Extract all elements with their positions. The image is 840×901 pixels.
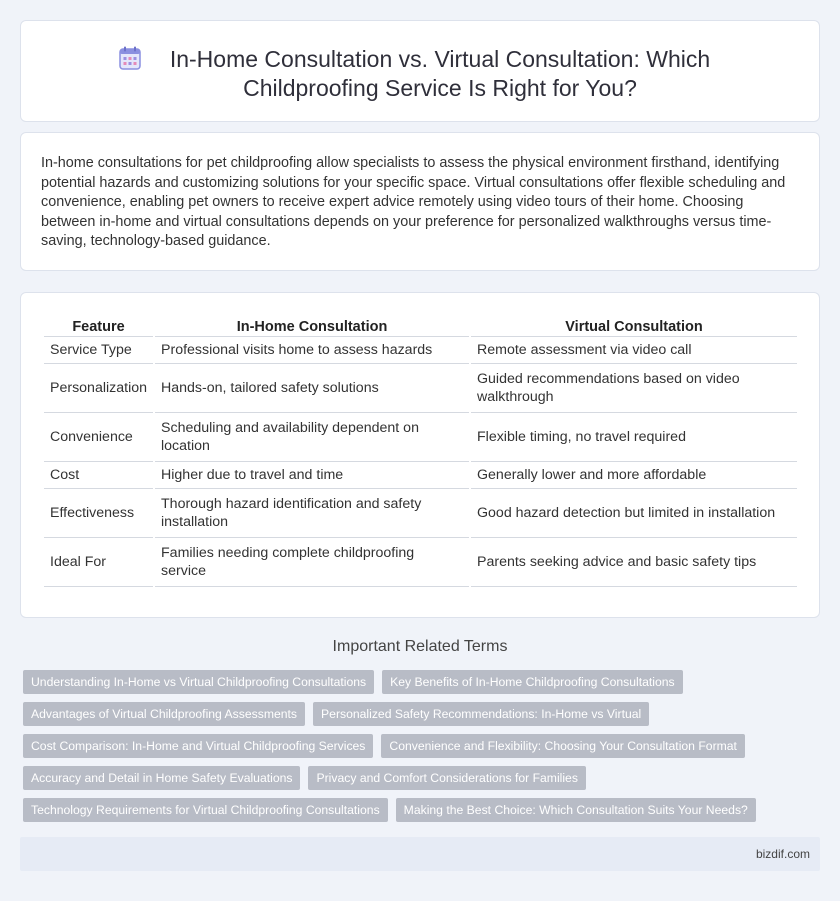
in-home-cell: Scheduling and availability dependent on location xyxy=(155,413,469,462)
related-term-tag[interactable]: Personalized Safety Recommendations: In-Home vs Virtual xyxy=(313,702,649,726)
in-home-cell: Families needing complete childproofing service xyxy=(155,538,469,587)
feature-cell: Personalization xyxy=(44,364,153,413)
table-row xyxy=(44,489,797,538)
related-term-tag[interactable]: Key Benefits of In-Home Childproofing Consultations xyxy=(382,670,683,694)
comparison-table xyxy=(42,315,799,587)
virtual-cell: Flexible timing, no travel required xyxy=(471,413,797,462)
feature-cell: Ideal For xyxy=(44,538,153,587)
intro-card xyxy=(20,132,820,271)
page-title: In-Home Consultation vs. Virtual Consultation: Which Childproofing Service Is Right for You? xyxy=(169,46,711,101)
related-term-tag[interactable]: Convenience and Flexibility: Choosing Your Consultation Format xyxy=(381,734,745,758)
header-in-home: In-Home Consultation xyxy=(155,315,469,337)
footer-brand[interactable]: bizdif.com xyxy=(755,847,810,861)
in-home-cell: Thorough hazard identification and safety installation xyxy=(155,489,469,538)
virtual-cell: Remote assessment via video call xyxy=(471,337,797,364)
in-home-cell: Higher due to travel and time xyxy=(155,462,469,489)
intro-paragraph: In-home consultations for pet childproofing allow specialists to assess the physical environment firsthand, identifying potential hazards and customizing solutions for your specific space. Virtual consultations offer flexible scheduling and convenience, enabling pet owners to receive expert advice remotely using video tours of their home. Choosing between in-home and virtual consultations depends on your preference for personalized walkthroughs versus time-saving, technology-based guidance. xyxy=(41,155,786,249)
comparison-table-card xyxy=(20,292,820,618)
feature-cell: Convenience xyxy=(44,413,153,462)
header-feature: Feature xyxy=(44,315,153,337)
table-row xyxy=(44,364,797,413)
virtual-cell: Guided recommendations based on video walkthrough xyxy=(471,364,797,413)
related-terms-heading: Important Related Terms xyxy=(332,638,508,655)
related-term-tag[interactable]: Making the Best Choice: Which Consultation Suits Your Needs? xyxy=(396,798,756,822)
feature-cell: Service Type xyxy=(44,337,153,364)
related-term-tag[interactable]: Privacy and Comfort Considerations for Families xyxy=(308,766,585,790)
related-term-tag[interactable]: Advantages of Virtual Childproofing Assessments xyxy=(23,702,305,726)
footer xyxy=(20,837,820,871)
related-terms-list xyxy=(23,670,823,830)
virtual-cell: Parents seeking advice and basic safety tips xyxy=(471,538,797,587)
virtual-cell: Generally lower and more affordable xyxy=(471,462,797,489)
table-row xyxy=(44,337,797,364)
feature-cell: Cost xyxy=(44,462,153,489)
related-term-tag[interactable]: Understanding In-Home vs Virtual Childproofing Consultations xyxy=(23,670,374,694)
related-term-tag[interactable]: Accuracy and Detail in Home Safety Evaluations xyxy=(23,766,300,790)
table-row xyxy=(44,538,797,587)
feature-cell: Effectiveness xyxy=(44,489,153,538)
in-home-cell: Hands-on, tailored safety solutions xyxy=(155,364,469,413)
table-row xyxy=(44,413,797,462)
table-header-row xyxy=(44,315,797,337)
title-card xyxy=(20,20,820,122)
in-home-cell: Professional visits home to assess hazards xyxy=(155,337,469,364)
table-row xyxy=(44,462,797,489)
virtual-cell: Good hazard detection but limited in installation xyxy=(471,489,797,538)
header-virtual: Virtual Consultation xyxy=(471,315,797,337)
related-term-tag[interactable]: Cost Comparison: In-Home and Virtual Childproofing Services xyxy=(23,734,373,758)
related-term-tag[interactable]: Technology Requirements for Virtual Childproofing Consultations xyxy=(23,798,388,822)
